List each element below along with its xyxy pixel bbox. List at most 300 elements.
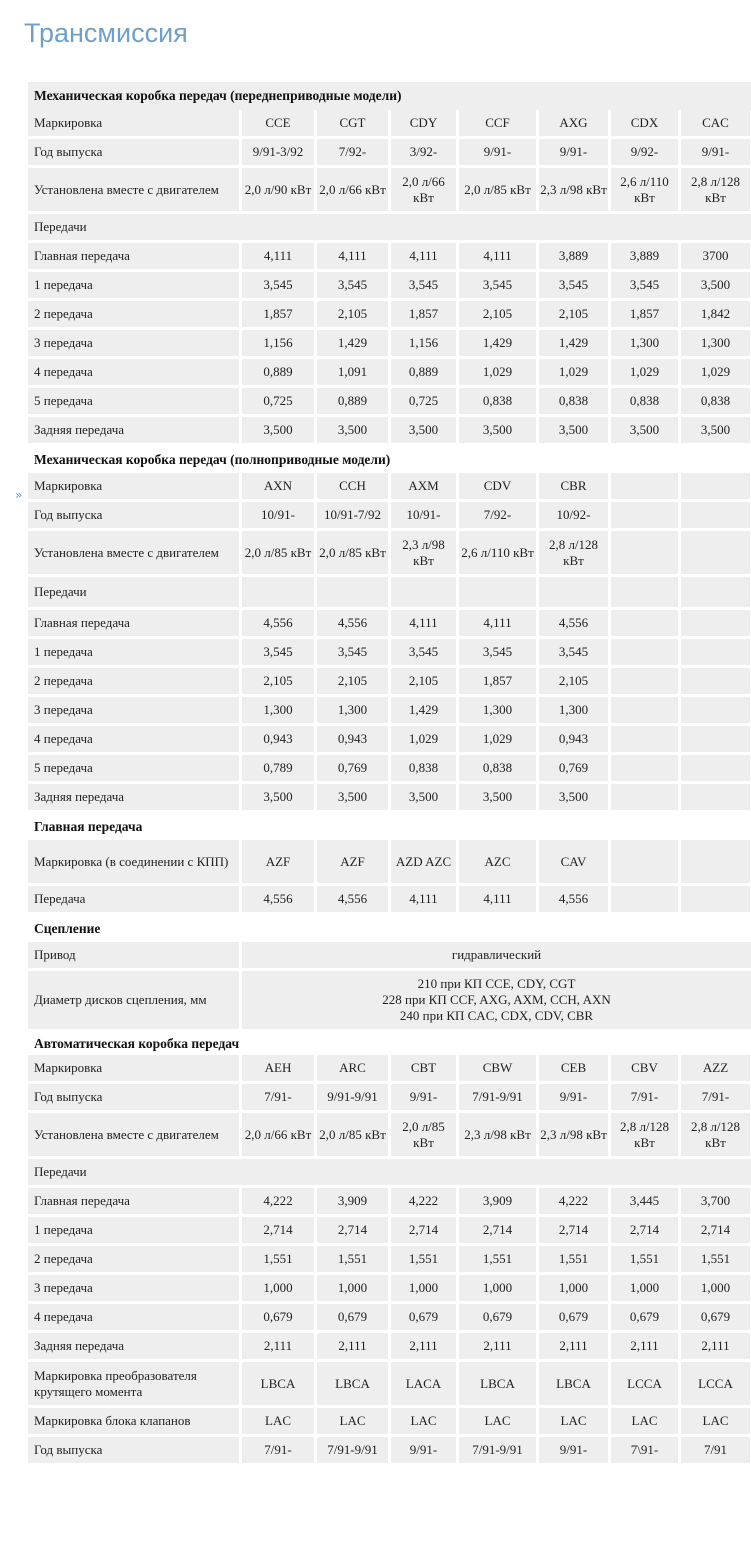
table-cell: [242, 577, 314, 607]
table-row: [28, 243, 751, 269]
table-row: [28, 502, 751, 528]
table-cell: 2,714: [317, 1217, 388, 1243]
table-cell: 9/91-: [681, 139, 750, 165]
table-cell: 0,679: [459, 1304, 536, 1330]
table-row: [28, 639, 751, 665]
table-cell: 3,500: [459, 784, 536, 810]
table-cell: 1,300: [242, 697, 314, 723]
table-cell: AZF: [317, 840, 388, 883]
row-label: Маркировка: [28, 1055, 239, 1081]
section-title: Главная передача: [34, 818, 143, 834]
table-cell: 1,857: [611, 301, 678, 327]
section-title: Механическая коробка передач (полноприводные модели): [34, 451, 391, 467]
table-cell: CDV: [459, 473, 536, 499]
table-row: [28, 697, 751, 723]
table-cell: 0,889: [391, 359, 456, 385]
table-cell: 2,0 л/90 кВт: [242, 168, 314, 211]
table-cell: 2,0 л/66 кВт: [391, 168, 456, 211]
table-cell: 7/92-: [317, 139, 388, 165]
table-cell: LAC: [459, 1408, 536, 1434]
table-cell: 0,838: [459, 388, 536, 414]
table-cell: 1,000: [539, 1275, 608, 1301]
table-cell: 1,551: [539, 1246, 608, 1272]
table-cell: 2,111: [459, 1333, 536, 1359]
table-cell: LAC: [391, 1408, 456, 1434]
table-cell: 2,3 л/98 кВт: [391, 531, 456, 574]
table-cell: [611, 531, 678, 574]
table-cell: 4,556: [539, 610, 608, 636]
row-label: Год выпуска: [28, 502, 239, 528]
table-cell: AZZ: [681, 1055, 750, 1081]
table-cell: 2,0 л/85 кВт: [317, 1113, 388, 1156]
table-cell: [242, 942, 751, 968]
table-cell: 2,714: [242, 1217, 314, 1243]
section-title: Сцепление: [34, 920, 101, 936]
table-cell: 1,551: [681, 1246, 750, 1272]
table-cell: LBCA: [317, 1362, 388, 1405]
table-cell: 2,111: [391, 1333, 456, 1359]
table-cell: [242, 971, 751, 1029]
table-cell: 0,943: [539, 726, 608, 752]
table-cell: [539, 577, 608, 607]
table-cell: 1,857: [242, 301, 314, 327]
table-cell: 1,551: [317, 1246, 388, 1272]
row-label: Главная передача: [28, 610, 239, 636]
table-cell: 1,000: [317, 1275, 388, 1301]
table-cell: CCE: [242, 110, 314, 136]
table-cell: LBCA: [459, 1362, 536, 1405]
table-cell: 2,105: [539, 668, 608, 694]
table-row: [28, 330, 751, 356]
table-cell: 10/92-: [539, 502, 608, 528]
table-cell: CDX: [611, 110, 678, 136]
table-cell: CBW: [459, 1055, 536, 1081]
table-cell: 1,429: [317, 330, 388, 356]
table-cell: [611, 784, 678, 810]
table-cell: 0,789: [242, 755, 314, 781]
table-cell: LAC: [681, 1408, 750, 1434]
table-cell: 2,105: [539, 301, 608, 327]
table-cell: CDY: [391, 110, 456, 136]
table-cell: 4,111: [459, 243, 536, 269]
row-label: 1 передача: [28, 272, 239, 298]
table-cell: 0,838: [681, 388, 750, 414]
table-row: [28, 1084, 751, 1110]
table-cell: 4,111: [459, 886, 536, 912]
cell-line: 240 при КП CAC, CDX, CDV, CBR: [399, 1008, 594, 1023]
table-cell: 3,545: [539, 639, 608, 665]
table-cell: 2,105: [391, 668, 456, 694]
table-row: [28, 971, 751, 1029]
table-cell: 2,0 л/85 кВт: [317, 531, 388, 574]
transmission-specs-table: [28, 82, 751, 1466]
table-row: [28, 1217, 751, 1243]
table-cell: 1,551: [242, 1246, 314, 1272]
table-cell: [681, 784, 750, 810]
row-label: Передачи: [28, 577, 239, 607]
table-cell: 1,000: [681, 1275, 750, 1301]
table-cell: AXG: [539, 110, 608, 136]
table-cell: 7/91-: [242, 1437, 314, 1463]
table-cell: [681, 668, 750, 694]
table-row: [28, 1362, 751, 1405]
table-cell: 3,500: [391, 417, 456, 443]
table-cell: 10/91-: [391, 502, 456, 528]
row-label: Маркировка преобразователя крутящего момента: [28, 1362, 239, 1405]
table-cell: 3,700: [681, 1188, 750, 1214]
table-cell: [317, 577, 388, 607]
table-cell: 2,3 л/98 кВт: [539, 168, 608, 211]
table-cell: LBCA: [539, 1362, 608, 1405]
table-row: [28, 1055, 751, 1081]
table-cell: [611, 697, 678, 723]
row-label: Главная передача: [28, 243, 239, 269]
table-cell: 1,300: [317, 697, 388, 723]
table-cell: 0,679: [317, 1304, 388, 1330]
row-label: 3 передача: [28, 697, 239, 723]
table-cell: 7/92-: [459, 502, 536, 528]
table-cell: AZD AZC: [391, 840, 456, 883]
table-cell: 7/91-: [242, 1084, 314, 1110]
table-cell: [611, 502, 678, 528]
table-cell: LACA: [391, 1362, 456, 1405]
table-row: [28, 1113, 751, 1156]
table-cell: 4,111: [391, 886, 456, 912]
table-cell: 7/91-9/91: [317, 1437, 388, 1463]
row-label: Передача: [28, 886, 239, 912]
table-row: [28, 577, 751, 607]
row-label: 2 передача: [28, 668, 239, 694]
table-cell: 2,0 л/85 кВт: [391, 1113, 456, 1156]
table-cell: 1,429: [391, 697, 456, 723]
table-cell: 4,111: [459, 610, 536, 636]
table-cell: 0,838: [459, 755, 536, 781]
table-cell: 0,679: [611, 1304, 678, 1330]
table-cell: 2,6 л/110 кВт: [459, 531, 536, 574]
table-cell: [611, 886, 678, 912]
table-cell: 3,545: [459, 272, 536, 298]
table-cell: 3,545: [611, 272, 678, 298]
table-row: [28, 886, 751, 912]
row-label: 3 передача: [28, 330, 239, 356]
table-cell: 4,111: [391, 610, 456, 636]
table-cell: 9/91-9/91: [317, 1084, 388, 1110]
table-cell: AZF: [242, 840, 314, 883]
table-cell: 4,556: [539, 886, 608, 912]
table-cell: 0,838: [611, 388, 678, 414]
table-cell: 9/91-: [539, 1437, 608, 1463]
table-cell: 7/91-9/91: [459, 1084, 536, 1110]
row-label: 2 передача: [28, 301, 239, 327]
table-row: [28, 1188, 751, 1214]
table-cell: LAC: [539, 1408, 608, 1434]
table-cell: CGT: [317, 110, 388, 136]
table-cell: 3,545: [391, 639, 456, 665]
table-cell: 1,551: [391, 1246, 456, 1272]
row-label: Год выпуска: [28, 1084, 239, 1110]
table-cell: 9/91-: [539, 139, 608, 165]
table-cell: 1,300: [459, 697, 536, 723]
table-cell: CCH: [317, 473, 388, 499]
row-label: Задняя передача: [28, 784, 239, 810]
table-cell: LAC: [242, 1408, 314, 1434]
table-cell: 1,029: [539, 359, 608, 385]
table-cell: 0,943: [242, 726, 314, 752]
table-cell: 9/91-: [391, 1084, 456, 1110]
row-label: Привод: [28, 942, 239, 968]
table-cell: [611, 668, 678, 694]
table-cell: 1,156: [242, 330, 314, 356]
table-row: [28, 272, 751, 298]
table-cell: 2,6 л/110 кВт: [611, 168, 678, 211]
table-cell: 7/91-: [611, 1084, 678, 1110]
row-label: 2 передача: [28, 1246, 239, 1272]
table-cell: 1,429: [459, 330, 536, 356]
table-cell: 1,300: [611, 330, 678, 356]
table-cell: 7/91-9/91: [459, 1437, 536, 1463]
table-row: [28, 531, 751, 574]
table-cell: 1,429: [539, 330, 608, 356]
table-cell: 2,3 л/98 кВт: [459, 1113, 536, 1156]
table-cell: AXN: [242, 473, 314, 499]
table-cell: 0,679: [681, 1304, 750, 1330]
table-cell: 2,111: [681, 1333, 750, 1359]
table-row: [28, 942, 751, 968]
table-cell: 3,545: [242, 639, 314, 665]
table-cell: 2,8 л/128 кВт: [681, 1113, 750, 1156]
table-row: [28, 1246, 751, 1272]
table-cell: CAC: [681, 110, 750, 136]
table-row: [28, 139, 751, 165]
table-cell: 1,000: [459, 1275, 536, 1301]
table-cell: 3,545: [459, 639, 536, 665]
table-cell: 3,545: [539, 272, 608, 298]
table-row: [28, 1333, 751, 1359]
table-cell: [391, 577, 456, 607]
table-cell: 10/91-: [242, 502, 314, 528]
table-cell: [611, 840, 678, 883]
table-cell: CBT: [391, 1055, 456, 1081]
table-cell: 3,500: [539, 784, 608, 810]
table-cell: 4,111: [391, 243, 456, 269]
table-cell: 3,500: [391, 784, 456, 810]
row-label: Установлена вместе с двигателем: [28, 168, 239, 211]
table-cell: 0,769: [317, 755, 388, 781]
table-cell: CAV: [539, 840, 608, 883]
row-label: Задняя передача: [28, 1333, 239, 1359]
table-cell: 3,500: [317, 784, 388, 810]
table-cell: ARC: [317, 1055, 388, 1081]
table-cell: 0,769: [539, 755, 608, 781]
table-cell: 7\91-: [611, 1437, 678, 1463]
table-cell: 2,714: [539, 1217, 608, 1243]
table-cell: 3,500: [611, 417, 678, 443]
table-cell: 4,111: [242, 243, 314, 269]
table-cell: 1,029: [391, 726, 456, 752]
table-cell: 4,556: [242, 886, 314, 912]
table-cell: 3,500: [681, 272, 750, 298]
table-cell: 1,551: [611, 1246, 678, 1272]
table-row: [28, 301, 751, 327]
table-cell: 4,111: [317, 243, 388, 269]
table-cell: 7/91: [681, 1437, 750, 1463]
row-label: Год выпуска: [28, 139, 239, 165]
table-cell: 4,222: [539, 1188, 608, 1214]
table-cell: 1,000: [611, 1275, 678, 1301]
table-cell: 1,000: [242, 1275, 314, 1301]
table-cell: 0,889: [242, 359, 314, 385]
row-label: Маркировка: [28, 110, 239, 136]
table-cell: 1,029: [459, 359, 536, 385]
table-row: [28, 473, 751, 499]
table-cell: LCCA: [681, 1362, 750, 1405]
table-row: [28, 1275, 751, 1301]
table-cell: 2,8 л/128 кВт: [681, 168, 750, 211]
table-row: [28, 1159, 751, 1185]
table-cell: 1,857: [459, 668, 536, 694]
row-label: 5 передача: [28, 388, 239, 414]
cell-line: 228 при КП CCF, AXG, AXM, CCH, AXN: [382, 992, 611, 1007]
table-row: [28, 168, 751, 211]
row-label: Маркировка блока клапанов: [28, 1408, 239, 1434]
table-cell: [611, 726, 678, 752]
table-cell: 3,909: [317, 1188, 388, 1214]
table-cell: CBV: [611, 1055, 678, 1081]
row-label: 3 передача: [28, 1275, 239, 1301]
table-cell: 3700: [681, 243, 750, 269]
chevron-right-icon: »: [15, 488, 23, 502]
table-cell: 1,000: [391, 1275, 456, 1301]
table-cell: 2,105: [242, 668, 314, 694]
table-cell: 3,545: [391, 272, 456, 298]
row-label: Передачи: [28, 1159, 751, 1185]
table-cell: 2,714: [611, 1217, 678, 1243]
table-cell: 2,111: [539, 1333, 608, 1359]
table-cell: [611, 577, 678, 607]
table-row: [28, 388, 751, 414]
table-cell: 3,889: [611, 243, 678, 269]
table-cell: 0,679: [242, 1304, 314, 1330]
table-cell: [611, 610, 678, 636]
table-cell: [681, 886, 750, 912]
row-label: Главная передача: [28, 1188, 239, 1214]
row-label: 4 передача: [28, 726, 239, 752]
row-label: Маркировка (в соединении с КПП): [28, 840, 239, 883]
table-cell: [681, 639, 750, 665]
table-cell: 4,556: [242, 610, 314, 636]
table-cell: 0,725: [391, 388, 456, 414]
table-cell: 3,500: [242, 417, 314, 443]
table-cell: CCF: [459, 110, 536, 136]
table-cell: 0,943: [317, 726, 388, 752]
table-cell: LAC: [611, 1408, 678, 1434]
table-cell: 2,111: [317, 1333, 388, 1359]
row-label: Задняя передача: [28, 417, 239, 443]
table-cell: 4,556: [317, 886, 388, 912]
section-title: Механическая коробка передач (переднеприводные модели): [28, 82, 751, 110]
table-row: [28, 359, 751, 385]
page-title: Трансмиссия: [24, 18, 188, 48]
table-cell: [611, 639, 678, 665]
table-cell: 1,029: [459, 726, 536, 752]
table-row: [28, 755, 751, 781]
table-cell: AXM: [391, 473, 456, 499]
table-cell: 1,857: [391, 301, 456, 327]
table-row: [28, 726, 751, 752]
table-cell: 10/91-7/92: [317, 502, 388, 528]
table-cell: 3,889: [539, 243, 608, 269]
table-cell: [681, 840, 750, 883]
table-cell: LAC: [317, 1408, 388, 1434]
table-cell: 3,909: [459, 1188, 536, 1214]
table-cell: 3,545: [317, 639, 388, 665]
section-title: Автоматическая коробка передач: [34, 1035, 240, 1051]
table-cell: AZC: [459, 840, 536, 883]
table-cell: [681, 473, 750, 499]
table-cell: 3,500: [242, 784, 314, 810]
table-cell: 1,842: [681, 301, 750, 327]
table-cell: 2,8 л/128 кВт: [611, 1113, 678, 1156]
table-cell: 9/91-: [459, 139, 536, 165]
table-cell: 2,714: [681, 1217, 750, 1243]
table-cell: 1,029: [681, 359, 750, 385]
table-cell: 2,105: [317, 301, 388, 327]
table-cell: 1,551: [459, 1246, 536, 1272]
table-cell: 0,679: [391, 1304, 456, 1330]
table-cell: CEB: [539, 1055, 608, 1081]
row-label: Год выпуска: [28, 1437, 239, 1463]
table-cell: 3,500: [317, 417, 388, 443]
table-cell: 1,300: [539, 697, 608, 723]
table-row: [28, 214, 751, 240]
table-cell: [681, 726, 750, 752]
table-cell: 3,500: [539, 417, 608, 443]
table-row: [28, 1408, 751, 1434]
table-cell: 4,222: [391, 1188, 456, 1214]
row-label: Маркировка: [28, 473, 239, 499]
row-label: 4 передача: [28, 1304, 239, 1330]
table-cell: 1,156: [391, 330, 456, 356]
table-cell: 1,091: [317, 359, 388, 385]
table-cell: 0,838: [391, 755, 456, 781]
table-cell: LBCA: [242, 1362, 314, 1405]
table-cell: 0,679: [539, 1304, 608, 1330]
table-cell: 1,029: [611, 359, 678, 385]
table-cell: [681, 610, 750, 636]
table-cell: [681, 697, 750, 723]
table-cell: 2,8 л/128 кВт: [539, 531, 608, 574]
table-row: [28, 610, 751, 636]
table-cell: CBR: [539, 473, 608, 499]
table-cell: 3/92-: [391, 139, 456, 165]
table-cell: 2,714: [391, 1217, 456, 1243]
table-cell: 4,556: [317, 610, 388, 636]
table-cell: [459, 577, 536, 607]
table-row: [28, 784, 751, 810]
table-cell: [611, 755, 678, 781]
table-cell: 2,105: [317, 668, 388, 694]
table-cell: 9/91-: [391, 1437, 456, 1463]
table-row: [28, 1437, 751, 1463]
table-cell: [611, 473, 678, 499]
table-cell: 0,889: [317, 388, 388, 414]
table-cell: 2,0 л/66 кВт: [242, 1113, 314, 1156]
cell-line: 210 при КП CCE, CDY, CGT: [417, 976, 576, 991]
table-row: [28, 1304, 751, 1330]
table-row: [28, 417, 751, 443]
row-label: Установлена вместе с двигателем: [28, 531, 239, 574]
cell-line: гидравлический: [451, 947, 542, 962]
